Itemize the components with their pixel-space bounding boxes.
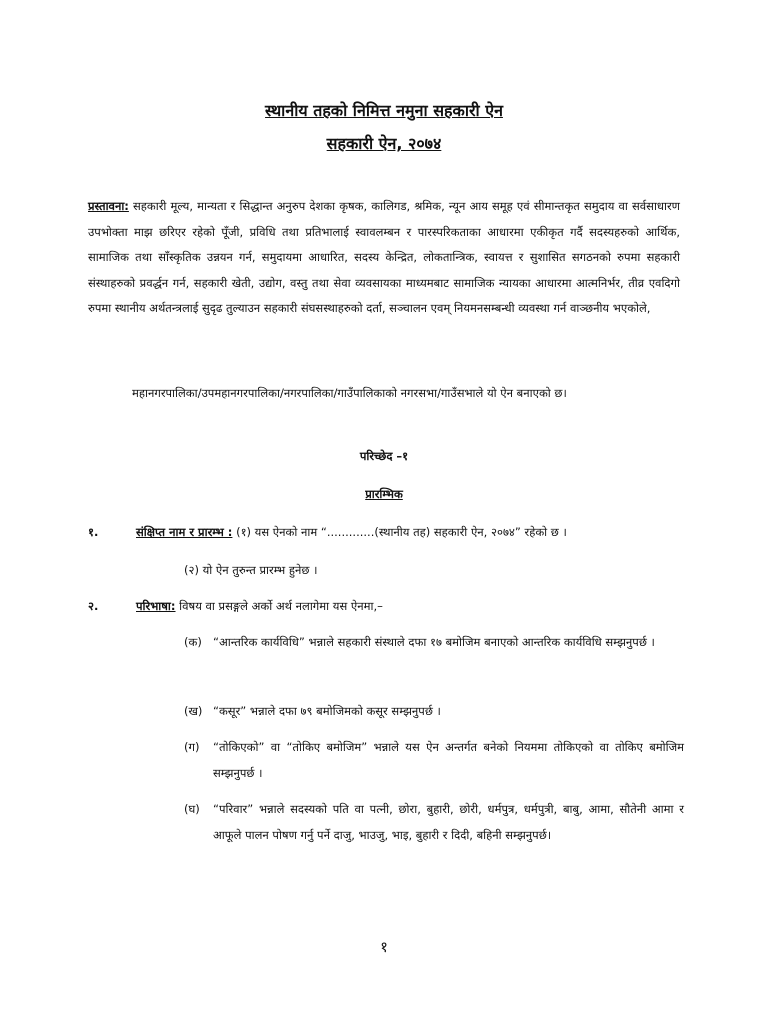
clause-text: “आन्तरिक कार्यविधि” भन्नाले सहकारी संस्थाले दफा १७ बमोजिम बनाएको आन्तरिक कार्यविधि सम्झनुपर्छ । bbox=[213, 635, 655, 649]
section-number: १. bbox=[88, 525, 99, 539]
section-number: २. bbox=[88, 599, 99, 613]
clause-label: (ख) bbox=[184, 704, 203, 718]
preamble-label: प्रस्तावना: bbox=[88, 199, 129, 213]
document-subtitle: सहकारी ऐन, २०७४ bbox=[326, 134, 442, 153]
document-title: स्थानीय तहको निमित्त नमुना सहकारी ऐन bbox=[265, 101, 503, 120]
preamble-paragraph bbox=[88, 194, 680, 322]
page-number: १ bbox=[380, 938, 388, 956]
chapter-number: परिच्छेद –१ bbox=[359, 449, 409, 463]
definition-clause bbox=[184, 699, 684, 725]
subsection-2: (२) यो ऐन तुरुन्त प्रारम्भ हुनेछ । bbox=[184, 563, 318, 577]
chapter-title: प्रारम्भिक bbox=[365, 487, 403, 501]
clause-text: “तोकिएको” वा “तोकिए बमोजिम” भन्नाले यस ऐन अन्तर्गत बनेको नियममा तोकिएको वा तोकिए बमोजिम सम्झनुपर्छ । bbox=[213, 740, 684, 780]
definition-clause bbox=[184, 797, 684, 848]
section-1-line bbox=[136, 525, 684, 540]
enactment-clause: महानगरपालिका/उपमहानगरपालिका/नगरपालिका/गाउँपालिकाको नगरसभा/गाउँसभाले यो ऐन बनाएको छ। bbox=[132, 386, 567, 400]
definition-clause bbox=[184, 735, 684, 786]
preamble-text: सहकारी मूल्य, मान्यता र सिद्धान्त अनुरुप देशका कृषक, कालिगड, श्रमिक, न्यून आय समूह एवं सीमान्तकृत समुदाय वा सर्वसाधारण उपभोक्ता माझ छरिएर रहेको पूँजी, प्रविधि तथा प्रतिभालाई स्वावलम्बन र पारस्परिकताका आधारमा एकीकृत गर्दै सदस्यहरुको आर्थिक, सामाजिक तथा साँस्कृतिक उन्नयन गर्न, समुदायमा आधारित, सदस्य केन्द्रित, लोकतान्त्रिक, स्वायत्त र सुशासित सगठनको रुपमा सहकारी संस्थाहरुको प्रवर्द्धन गर्न, सहकारी खेती, उद्योग, वस्तु तथा सेवा व्यवसायका माध्यमबाट सामाजिक न्यायका आधारमा आत्मनिर्भर, तीव्र एवदिगो रुपमा स्थानीय अर्थतन्त्रलाई सुदृढ तुल्याउन सहकारी संघसस्थाहरुको दर्ता, सञ्चालन एवम् नियमनसम्बन्धी व्यवस्था गर्न वाञ्छनीय भएकोले, bbox=[88, 199, 680, 316]
clause-label: (घ) bbox=[184, 802, 200, 816]
definition-clause bbox=[184, 630, 684, 656]
section-text: विषय वा प्रसङ्गले अर्को अर्थ नलागेमा यस ऐनमा,– bbox=[175, 599, 383, 613]
section-heading: परिभाषा: bbox=[136, 599, 176, 613]
clause-label: (ग) bbox=[184, 740, 200, 754]
section-heading: संक्षिप्त नाम र प्रारम्भ : bbox=[136, 525, 233, 539]
clause-label: (क) bbox=[184, 635, 202, 649]
clause-text: “कसूर” भन्नाले दफा ७९ बमोजिमको कसूर सम्झनुपर्छ । bbox=[213, 704, 441, 718]
section-2-line bbox=[136, 599, 684, 614]
clause-text: “परिवार” भन्नाले सदस्यको पति वा पत्नी, छोरा, बुहारी, छोरी, धर्मपुत्र, धर्मपुत्री, बाबु, आमा, सौतेनी आमा र आफूले पालन पोषण गर्नु पर्ने दाजु, भाउजु, भाइ, बुहारी र दिदी, बहिनी सम्झनुपर्छ। bbox=[213, 802, 684, 842]
section-text: (१) यस ऐनको नाम “.............(स्थानीय तह) सहकारी ऐन, २०७४” रहेको छ । bbox=[232, 525, 567, 539]
